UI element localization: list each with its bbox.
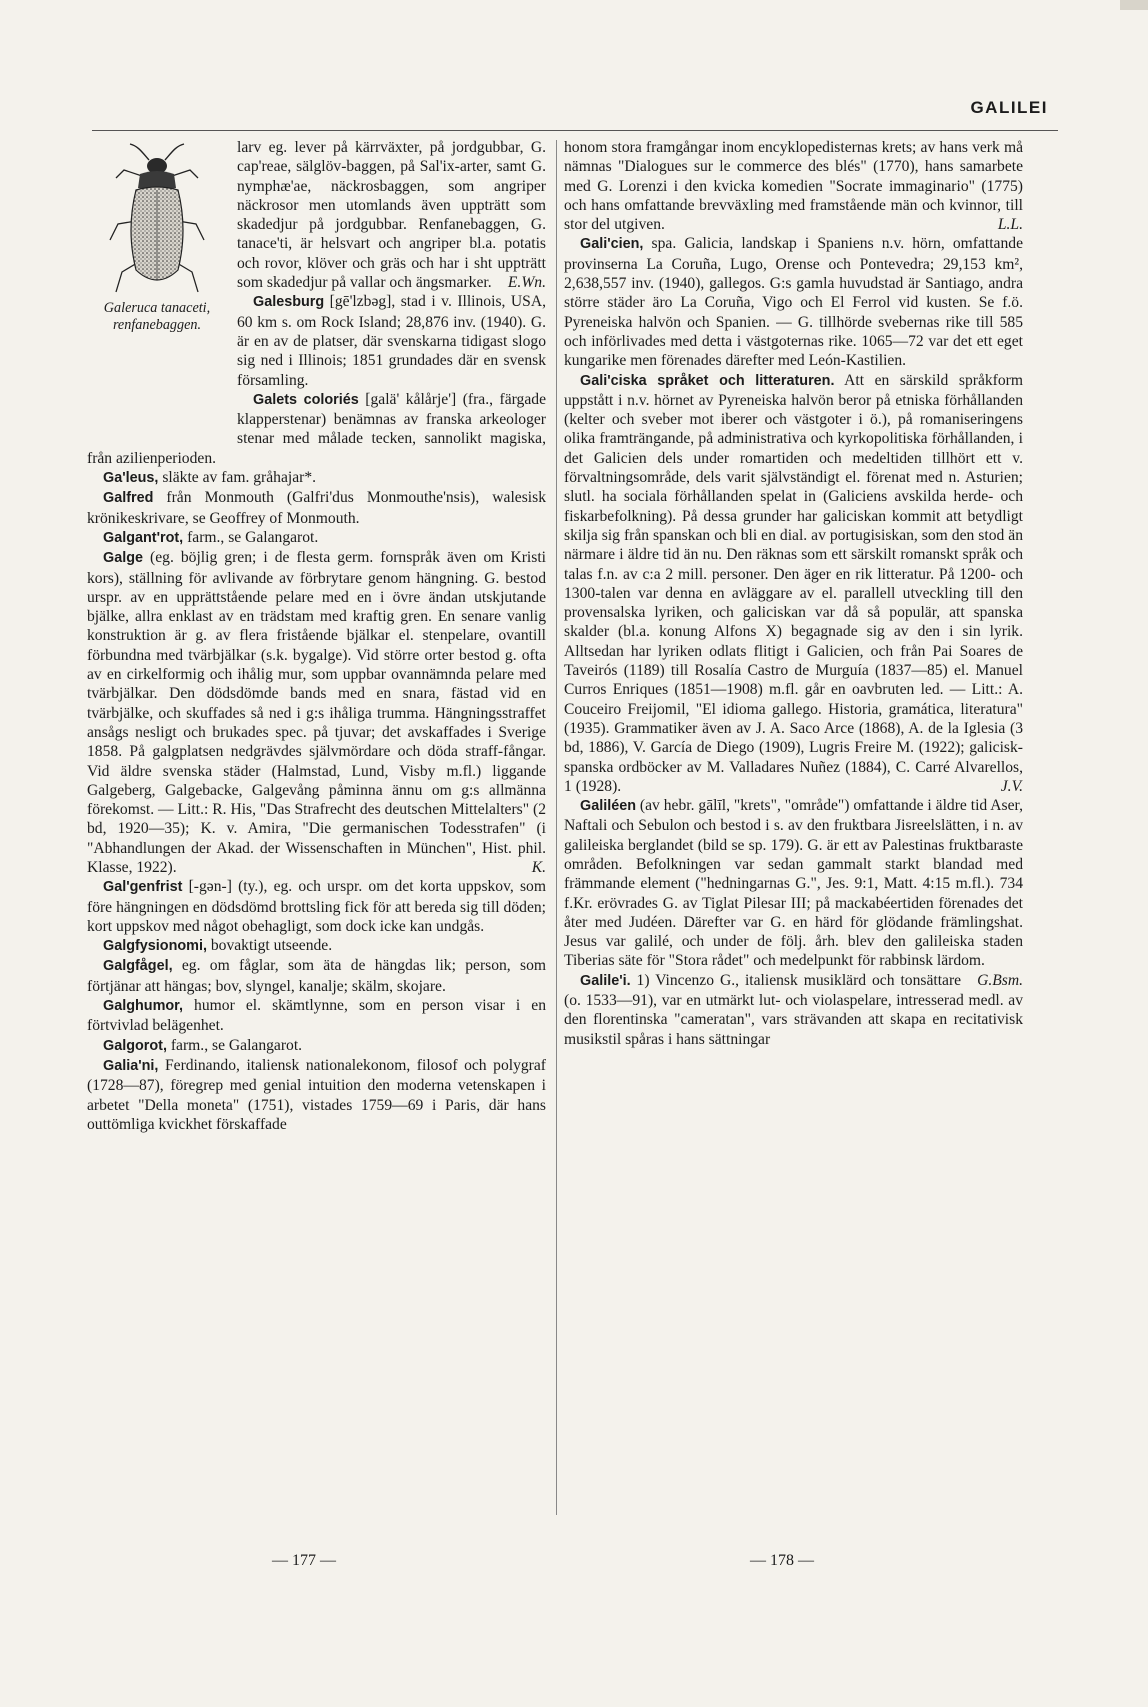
headword: Gali'ciska språket och litteraturen. xyxy=(580,372,835,389)
page-corner-scuff xyxy=(1120,0,1148,10)
page-number-right: — 178 — xyxy=(750,1552,814,1569)
entry-text: Ferdinando, italiensk nationalekonom, filosof och polygraf (1728—87), föregrep med genial intuition den moderna vetenskapen i arbetet "Della moneta" (1751), vistades 1759—69 i Paris, där hans outtömliga kvickhet förskaffade xyxy=(87,1056,546,1133)
entry-text: från Monmouth (Galfri'dus Monmouthe'nsis), walesisk krönikeskrivare, se Geoffrey of Monmouth. xyxy=(87,489,546,527)
entry-text: (av hebr. gālīl, "krets", "område") omfattande i äldre tid Aser, Naftali och Sebulon och bestod i s. av den fruktbara Jisreelslätten, i n. av galileiska berglandet (bild se sp. 179). G. är ett av Palestinas fruktbaraste områden. Befolkningen var sedan gammalt starkt blandad med främmande element ("hedningarnas G.", Jes. 9:1, Matt. 4:15 m.fl.). 734 f.Kr. erövrades G. av Tiglat Pilesar III; på mackabéertiden förenades det åter med Judéen. Därefter var G. en härd för glödande främlingshat. Jesus var galilé, och under de följ. årh. blev den galileiska staden Tiberias säte för "Stora rådet" och medelpunkt för rabbinsk lärdom. xyxy=(564,797,1023,970)
headword: Galghumor, xyxy=(103,998,183,1015)
headword: Galgant'rot, xyxy=(103,529,184,546)
author-signature: G.Bsm. xyxy=(977,971,1023,989)
entry-galeus xyxy=(87,468,546,488)
entry-galiciska xyxy=(564,371,1023,797)
running-head: GALILEI xyxy=(970,98,1048,117)
headword: Ga'leus, xyxy=(103,470,159,487)
entry-text: eg. om fåglar, som äta de hängdas lik; person, som förtjänar att hängas; bov, slyngel, kanalje; skälm, skojare. xyxy=(87,957,546,995)
author-signature: E.Wn. xyxy=(507,274,546,292)
entry-text: [gē'lzbəg], stad i v. Illinois, USA, 60 km s. om Rock Island; 28,876 inv. (1940). G. är en av de platser, där svenskarna tidigast slogo sig ned i Illinois; 1851 grundades där en svensk församling. xyxy=(237,293,546,389)
entry-text: spa. Galicia, landskap i Spaniens n.v. hörn, omfattande provinserna La Coruña, Lugo, Orense och Pontevedra; 29,153 km², 2,638,557 inv. (1940), gallegos. G:s gamla huvudstad är Santiago, andra större städer äro La Coruña, Vigo och El Ferrol vid kusten. Se f.ö. Pyreneiska halvön och Spanien. — G. tillhörde svebernas rike till 585 och införlivades med detta i västgoternas rike. 1065—72 var det ett eget kungarike men förenades därefter med León-Kastilien. xyxy=(564,235,1023,370)
entry-galileen xyxy=(564,796,1023,989)
beetle-illustration xyxy=(102,140,212,300)
entry-text: [galä' kålårje'] (fra., färgade klapperstenar) benämnas av franska arkeologer stenar med målade tecken, sannolikt magiska, från azilienperioden. xyxy=(87,390,546,467)
author-signature: J.V. xyxy=(1000,777,1023,795)
entry-galilei xyxy=(564,971,1023,1049)
headword: Galile'i. xyxy=(580,972,631,989)
headword: Galgorot, xyxy=(103,1037,167,1054)
beetle-figure xyxy=(87,140,227,440)
page-number-left: — 177 — xyxy=(272,1552,336,1569)
right-column xyxy=(564,138,1023,1049)
headword: Gali'cien, xyxy=(580,236,644,253)
headword: Galia'ni, xyxy=(103,1057,159,1074)
headword: Gal'genfrist xyxy=(103,879,183,896)
author-signature: L.L. xyxy=(997,216,1023,234)
entry-text: bovaktigt utseende. xyxy=(206,937,333,955)
headword: Galets coloriés xyxy=(253,391,359,408)
entry-galgfagel xyxy=(87,956,546,996)
left-column xyxy=(87,138,546,1134)
entry-galghumor xyxy=(87,996,546,1036)
entry-text: larv eg. lever på kärrväxter, på jordgubbar, G. cap'reae, sälglöv-baggen, på Sal'ix-arter, samt G. nymphæ'ae, näckrosbaggen, som angriper näckrosor men utomlands även uppträtt som skadedjur på jordgubbar. Renfanebaggen, G. tanace'ti, är helsvart och angriper bl.a. potatis och rovor, klöver och gräs och har i sht uppträtt som skadedjur på vallar och ängsmarker. xyxy=(237,139,546,292)
entry-galicien xyxy=(564,234,1023,370)
entry-text: humor el. skämtlynne, som en person visar i en förtvivlad belägenhet. xyxy=(87,997,546,1035)
column-divider xyxy=(556,140,557,1515)
headword: Galiléen xyxy=(580,798,636,815)
headword: Galesburg xyxy=(253,294,325,311)
headword: Galgfågel, xyxy=(103,958,173,975)
figure-caption: Galeruca tanaceti, renfanebaggen. xyxy=(103,300,211,333)
entry-text: honom stora framgångar inom encyklopedisternas krets; av hans verk må nämnas "Dialogues sur le commerce des blés" (1770), hans samarbete med G. Lorenzi i den kvicka komedien "Socrate immaginario" (1775) och hans omfattande brevväxling med framstående män och kvinnor, till stor del utgiven. xyxy=(564,139,1023,234)
entry-galgfysionomi xyxy=(87,936,546,956)
entry-text: släkte av fam. gråhajar*. xyxy=(158,469,317,487)
entry-text: farm., se Galangarot. xyxy=(183,528,319,546)
header-rule xyxy=(92,130,1058,131)
headword: Galge xyxy=(103,550,143,567)
entry-text: 1) Vincenzo G., italiensk musiklärd och tonsättare (o. 1533—91), var en utmärkt lut- och violaspelare, intresserad medl. av den florentinska "cameratan", vars strävanden att skapa en recitativisk musikstil spåras i hans sättningar xyxy=(564,971,1023,1048)
entry-galgantrot xyxy=(87,528,546,548)
entry-text: farm., se Galangarot. xyxy=(166,1036,303,1054)
entry-text: [-gən-] (ty.), eg. och urspr. om det korta uppskov, som före hängningen en dödsdömd brottsling fick för att bereda sig till döden; kort uppskov med något obehagligt, som dock icke kan undgås. xyxy=(87,878,546,935)
entry-galgorot xyxy=(87,1036,546,1056)
entry-galge xyxy=(87,548,546,877)
headword: Galgfysionomi, xyxy=(103,938,207,955)
entry-galiani_cont xyxy=(564,138,1023,234)
entry-text: Att en särskild språkform uppstått i n.v. hörnet av Pyreneiska halvön beror på etniska förhållanden (kelter och sveber mot iberer och västgoter i ö.), på romaniseringens olika framträngande, på administrativa och kyrkopolitiska förhållanden, i det Galicien dels under romartiden och medeltiden tillhört ett v. förvaltningsområde, dels varit självständigt el. förenat med n. Asturien; slutl. ha sociala förhållanden spelat in (Galiciens avskilda herde- och fiskarbefolkning). På dessa grunder har galiciskan kommit att betydligt skilja sig från spanskan och bli en dial. av portugisiskan, som den stod än närmare i äldre tid än nu. Den räknas som ett särskilt romanskt språk och talas f.n. av c:a 2 mill. personer. Den äger en rik litteratur. På 1200- och 1300-talen var denna en avläggare av el. parallell utveckling till den provensalska lyriken, och galiciskan var då så populär, att spanska skalder (bl.a. konung Alfons X) begagnade sig av den i sin lyrik. Alltsedan har lyriken odlats flitigt i Galicien, och från Pai Soares de Taveirós (1189) till Rosalía Castro de Murguía (1837—85) el. Manuel Curros Enriques (1851—1908) m.fl. går en oavbruten led. — Litt.: A. Couceiro Freijomil, "El idioma gallego. Historia, gramática, literatura" (1935). Grammatiker även av J. A. Saco Arce (1868), A. de la Iglesia (3 bd, 1886), V. García de Diego (1909), Lugris Freire M. (1922); galicisk-spanska ordböcker av M. Valladares Nuñez (1884), C. Carré Alvarellos, 1 (1928). xyxy=(564,371,1023,795)
entry-galfred xyxy=(87,488,546,528)
right-entries xyxy=(564,138,1023,1049)
headword: Galfred xyxy=(103,490,154,507)
entry-galgenfrist xyxy=(87,877,546,936)
author-signature: K. xyxy=(531,858,546,876)
entry-text: (eg. böjlig gren; i de flesta germ. fornspråk även om Kristi kors), ställning för avlivande av förbrytare genom hängning. G. bestod urspr. av en upprättstående pelare med en i övre ändan utskjutande bjälke, allra enklast av en trädstam med kraftig gren. En senare vanlig konstruktion är g. av flera fristående bjälkar el. stenpelare, ovantill förbundna med tvärbjälkar (s.k. bygalge). Vid större orter bestod g. ofta av en cirkelformig och ihålig mur, som uppbar ovannämnda pelare med tvärbjälkar. Den dödsdömde bands med en snara, fästad vid en tvärbjälke, och skuffades så ned i g:s ihåliga trumma. Hängningsstraffet ansågs nesligt och brukades spec. på tjuvar; det avskaffades i Sverige 1858. På galgplatsen nedgrävdes självmördare och döda straff-fångar. Vid äldre svenska städer (Halmstad, Lund, Visby m.fl.) liggande Galgeberg, Galgebacke, Galgevång påminna ännu om g:s allmänna förekomst. — Litt.: R. His, "Das Strafrecht des deutschen Mittelalters" (2 bd, 1920—35); K. v. Amira, "Die germanischen Todesstrafen" (i "Abhandlungen der Akad. der Wissenschaften in München", Hist. phil. Klasse, 1922). xyxy=(87,549,546,876)
entry-galiani xyxy=(87,1056,546,1134)
